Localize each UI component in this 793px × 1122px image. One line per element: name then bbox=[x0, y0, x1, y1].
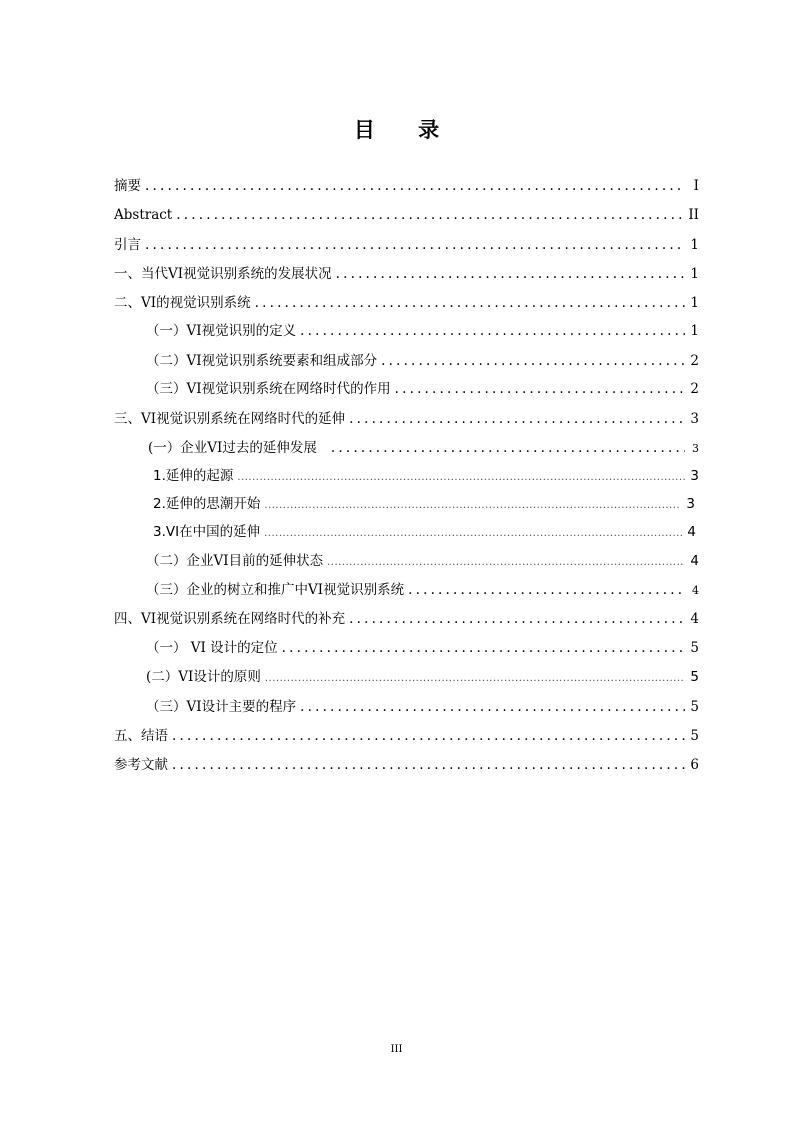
toc-entry-label: (一）企业VI过去的延伸发展 bbox=[148, 440, 317, 456]
toc-entry-label: 一、当代VI视觉识别系统的发展状况 bbox=[114, 266, 332, 282]
toc-entry-label: (二）VI设计的原则 bbox=[146, 669, 261, 685]
dot-leader bbox=[237, 467, 685, 489]
toc-entry-page: 2 bbox=[690, 353, 699, 369]
toc-entry-section-4-1[interactable] bbox=[146, 637, 699, 659]
toc-entry-label: 1.延伸的起源 bbox=[153, 468, 234, 484]
toc-entry-page: 5 bbox=[690, 699, 699, 715]
toc-entry-section-3-1-1[interactable] bbox=[153, 465, 699, 487]
toc-entry-label: 2.延伸的思潮开始 bbox=[153, 496, 261, 512]
toc-entry-references[interactable] bbox=[114, 754, 699, 776]
toc-entry-page: 1 bbox=[690, 323, 699, 339]
toc-entry-label: （二）VI视觉识别系统要素和组成部分 bbox=[146, 353, 378, 369]
toc-entry-label: 参考文献 bbox=[114, 757, 168, 773]
toc-entry-label: （三）VI设计主要的程序 bbox=[146, 699, 297, 715]
toc-entry-page: II bbox=[688, 207, 699, 223]
toc-entry-section-3-2[interactable] bbox=[146, 550, 699, 572]
toc-entry-section-4-3[interactable] bbox=[146, 696, 699, 718]
toc-entry-label: （一）VI视觉识别的定义 bbox=[146, 323, 297, 339]
dot-leader bbox=[282, 637, 685, 659]
toc-entry-page: 4 bbox=[690, 553, 699, 569]
toc-entry-section-3-1-3[interactable] bbox=[153, 521, 696, 543]
toc-entry-page: 4 bbox=[692, 584, 699, 597]
toc-entry-page: 1 bbox=[690, 266, 699, 282]
dot-leader bbox=[336, 263, 685, 285]
toc-entry-label: 摘要 bbox=[114, 178, 141, 194]
dot-leader bbox=[172, 754, 685, 776]
toc-entry-section-1[interactable] bbox=[114, 263, 699, 285]
dot-leader bbox=[255, 292, 685, 314]
toc-entry-page: 3 bbox=[690, 468, 699, 484]
toc-entry-abstract-cn[interactable] bbox=[114, 175, 699, 197]
page-number: III bbox=[390, 1044, 403, 1055]
dot-leader bbox=[300, 696, 685, 718]
toc-entry-page: 2 bbox=[690, 381, 699, 397]
toc-title: 目 录 bbox=[353, 118, 458, 142]
toc-entry-page: 1 bbox=[690, 295, 699, 311]
toc-entry-page: 5 bbox=[690, 640, 699, 656]
toc-entry-label: 3.VI在中国的延伸 bbox=[153, 524, 261, 540]
toc-entry-label: （一） VI 设计的定位 bbox=[146, 640, 278, 656]
toc-entry-page: 1 bbox=[690, 237, 699, 253]
toc-entry-label: （三）VI视觉识别系统在网络时代的作用 bbox=[146, 381, 391, 397]
toc-entry-label: （二）企业VI目前的延伸状态 bbox=[146, 553, 324, 569]
toc-entry-section-4[interactable] bbox=[114, 608, 699, 630]
dot-leader bbox=[172, 725, 685, 747]
toc-entry-section-5[interactable] bbox=[114, 725, 699, 747]
toc-entry-section-2-3[interactable] bbox=[146, 378, 699, 400]
dot-leader bbox=[300, 320, 685, 342]
toc-entry-section-3-1[interactable] bbox=[148, 437, 699, 459]
toc-entry-section-2-1[interactable] bbox=[146, 320, 699, 342]
toc-entry-page: 6 bbox=[690, 757, 699, 773]
dot-leader bbox=[265, 668, 685, 690]
toc-entry-page: 5 bbox=[690, 728, 699, 744]
toc-entry-section-3-1-2[interactable] bbox=[153, 493, 695, 515]
dot-leader bbox=[349, 408, 685, 430]
toc-entry-label: （三）企业的树立和推广中VI视觉识别系统 bbox=[146, 582, 405, 598]
dot-leader bbox=[327, 552, 685, 574]
dot-leader bbox=[395, 378, 685, 400]
toc-entry-abstract-en[interactable] bbox=[114, 204, 699, 226]
toc-entry-page: 3 bbox=[686, 496, 695, 512]
dot-leader bbox=[145, 234, 685, 256]
dot-leader bbox=[264, 523, 682, 545]
toc-entry-page: 4 bbox=[687, 524, 696, 540]
toc-entry-page: 5 bbox=[690, 669, 699, 685]
toc-entry-label: 三、VI视觉识别系统在网络时代的延伸 bbox=[114, 411, 346, 427]
toc-entry-label: Abstract bbox=[114, 207, 173, 223]
toc-entry-section-4-2[interactable] bbox=[146, 666, 699, 688]
toc-entry-section-3-3[interactable] bbox=[146, 579, 699, 601]
toc-entry-label: 二、VI的视觉识别系统 bbox=[114, 295, 251, 311]
toc-entry-section-2-2[interactable] bbox=[146, 350, 699, 372]
toc-entry-label: 引言 bbox=[114, 237, 141, 253]
toc-entry-section-2[interactable] bbox=[114, 292, 699, 314]
dot-leader bbox=[264, 495, 681, 517]
toc-entry-page: 3 bbox=[692, 442, 699, 455]
toc-entry-page: 3 bbox=[690, 411, 699, 427]
dot-leader bbox=[331, 437, 685, 459]
toc-entry-page: 4 bbox=[690, 611, 699, 627]
toc-entry-introduction[interactable] bbox=[114, 234, 699, 256]
toc-entry-label: 四、VI视觉识别系统在网络时代的补充 bbox=[114, 611, 346, 627]
dot-leader bbox=[349, 608, 685, 630]
toc-entry-page: I bbox=[693, 178, 699, 194]
dot-leader bbox=[145, 175, 685, 197]
toc-entry-section-3[interactable] bbox=[114, 408, 699, 430]
dot-leader bbox=[408, 579, 685, 601]
dot-leader bbox=[381, 350, 685, 372]
toc-entry-label: 五、结语 bbox=[114, 728, 168, 744]
dot-leader bbox=[176, 204, 684, 226]
